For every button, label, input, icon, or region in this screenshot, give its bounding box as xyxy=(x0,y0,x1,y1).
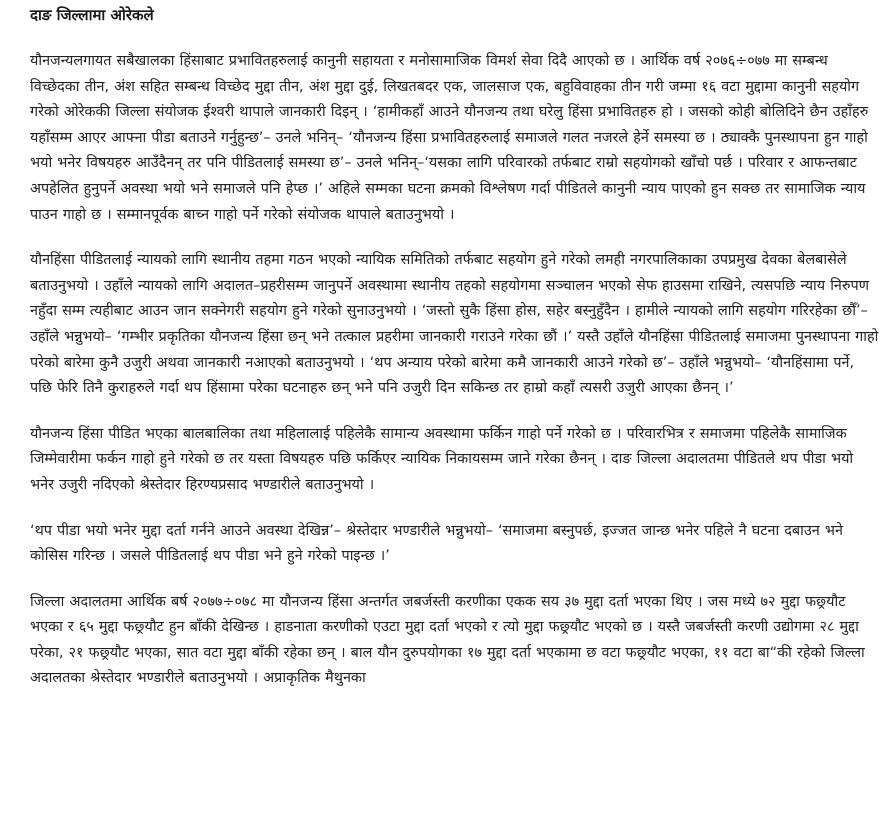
paragraph-1: यौनजन्यलगायत सबैखालका हिंसाबाट प्रभावितहरुलाई कानुनी सहायता र मनोसामाजिक विमर्श सेवा दिदै आएको छ । आर्थिक वर्ष २०७६÷०७७ मा सम्बन्ध विच्छेदका तीन, अंश सहित सम्बन्ध विच्छेद मुद्दा तीन, अंश मुद्दा दुई, लिखतबदर एक, जालसाज एक, बहुविवाहका तीन गरी जम्मा १६ वटा मुद्दामा कानुनी सहयोग गरेको ओरेककी जिल्ला संयोजक ईश्वरी थापाले जानकारी दिइन् । ‘हामीकहाँ आउने यौनजन्य तथा घरेलु हिंसा प्रभावितहरु हो । जसको कोही बोलिदिने छैन उहाँहरु यहाँसम्म आएर आफ्ना पीडा बताउने गर्नुहुन्छ’– उनले भनिन्– ‘यौनजन्य हिंसा प्रभावितहरुलाई समाजले गलत नजरले हेर्ने समस्या छ । ठ्याक्कै पुनस्थापना हुन गाहो भयो भनेर विषयहरु आउँदैनन् तर पनि पीडितलाई समस्या छ’– उनले भनिन्–‘यसका लागि परिवारको तर्फबाट राम्रो सहयोगको खाँचो पर्छ । परिवार र आफन्तबाट अपहेलित हुनुपर्ने अवस्था भयो भने समाजले पनि हेप्छ ।’ अहिले सम्मका घटना क्रमको विश्लेषण गर्दा पीडितले कानुनी न्याय पाएको हुन सक्छ तर सामाजिक न्याय पाउन गाहो छ । सम्मानपूर्वक बाच्न गाहो पर्ने गरेको संयोजक थापाले बताउनुभयो । xyxy=(30,53,869,223)
paragraph-2: यौनहिंसा पीडितलाई न्यायको लागि स्थानीय तहमा गठन भएको न्यायिक समितिको तर्फबाट सहयोग हुने गरेको लमही नगरपालिकाका उपप्रमुख देवका बेलबासेले बताउनुभयो । उहाँले न्यायको लागि अदालत–प्रहरीसम्म जानुपर्ने अवस्थामा स्थानीय तहको सहयोगमा सञ्चालन भएको सेफ हाउसमा राखिने, त्यसपछि न्याय निरुपण नहुँदा सम्म त्यहीबाट आउन जान सक्नेगरी सहयोग हुने गरेको सुनाउनुभयो । ‘जस्तो सुकै हिंसा होस, सहेर बस्नुहुँदैन । हामीले न्यायको लागि सहयोग गरिरहेका छौँ’– उहाँले भन्नुभयो– ‘गम्भीर प्रकृतिका यौनजन्य हिंसा छन् भने तत्काल प्रहरीमा जानकारी गराउने गरेका छौं ।’ यस्तै उहाँले यौनहिंसा पीडितलाई समाजमा पुनस्थापना गाहो परेको बारेमा कुनै उजुरी अथवा जानकारी नआएको बताउनुभयो । ‘थप अन्याय परेको बारेमा कमै जानकारी आउने गरेको छ’– उहाँले भन्नुभयो– ‘यौनहिंसामा पर्ने, पछि फेरि तिनै कुराहरुले गर्दा थप हिंसामा परेका घटनाहरु छन् भने पनि उजुरी दिन सकिन्छ तर हाम्रो कहाँ त्यसरी उजुरी आएका छैनन् ।’ xyxy=(30,252,879,397)
paragraph-5: जिल्ला अदालतमा आर्थिक बर्ष २०७७÷०७८ मा यौनजन्य हिंसा अन्तर्गत जबर्जस्ती करणीका एकक सय ३७ मुद्दा दर्ता भएका थिए । जस मध्ये ७२ मुद्दा फछ्र्यौट भएका र ६५ मुद्दा फछ्र्यौट हुन बाँकी देखिन्छ । हाडनाता करणीको एउटा मुद्दा दर्ता भएको र त्यो मुद्दा फछ्र्यौट भएको छ । यस्तै जबर्जस्ती करणी उद्योगमा २८ मुद्दा परेका, २१ फछ्र्यौट भएका, सात वटा मुद्दा बाँकी रहेका छन् । बाल यौन दुरुपयोगका १७ मुद्दा दर्ता भएकामा छ वटा फछ्र्यौट भएका, ११ वटा बा“की रहेको जिल्ला अदालतका श्रेस्तेदार भण्डारीले बताउनुभयो । अप्राकृतिक मैथुनका xyxy=(30,593,865,687)
article-heading: दाङ जिल्लामा ओरेकले xyxy=(30,6,154,24)
paragraph-3: यौनजन्य हिंसा पीडित भएका बालबालिका तथा महिलालाई पहिलेकै सामान्य अवस्थामा फर्किन गाहो पर्ने गरेको छ । परिवारभित्र र समाजमा पहिलेकै सामाजिक जिम्मेवारीमा फर्कन गाहो हुने गरेको छ तर यस्ता विषयहरु पछि फर्किएर न्यायिक निकायसम्म जाने गरेका छैनन् । दाङ जिल्ला अदालतमा पीडितले थप पीडा भयो भनेर उजुरी नदिएको श्रेस्तेदार हिरण्यप्रसाद भण्डारीले बताउनुभयो । xyxy=(30,425,854,493)
paragraph-4: ‘थप पीडा भयो भनेर मुद्दा दर्ता गर्नने आउने अवस्था देखिन्न’– श्रेस्तेदार भण्डारीले भन्नुभयो– ‘समाजमा बस्नुपर्छ, इज्जत जान्छ भनेर पहिले नै घटना दबाउन भने कोसिस गरिन्छ । जसले पीडितलाई थप पीडा भने हुने गरेको पाइन्छ ।’ xyxy=(30,522,843,565)
